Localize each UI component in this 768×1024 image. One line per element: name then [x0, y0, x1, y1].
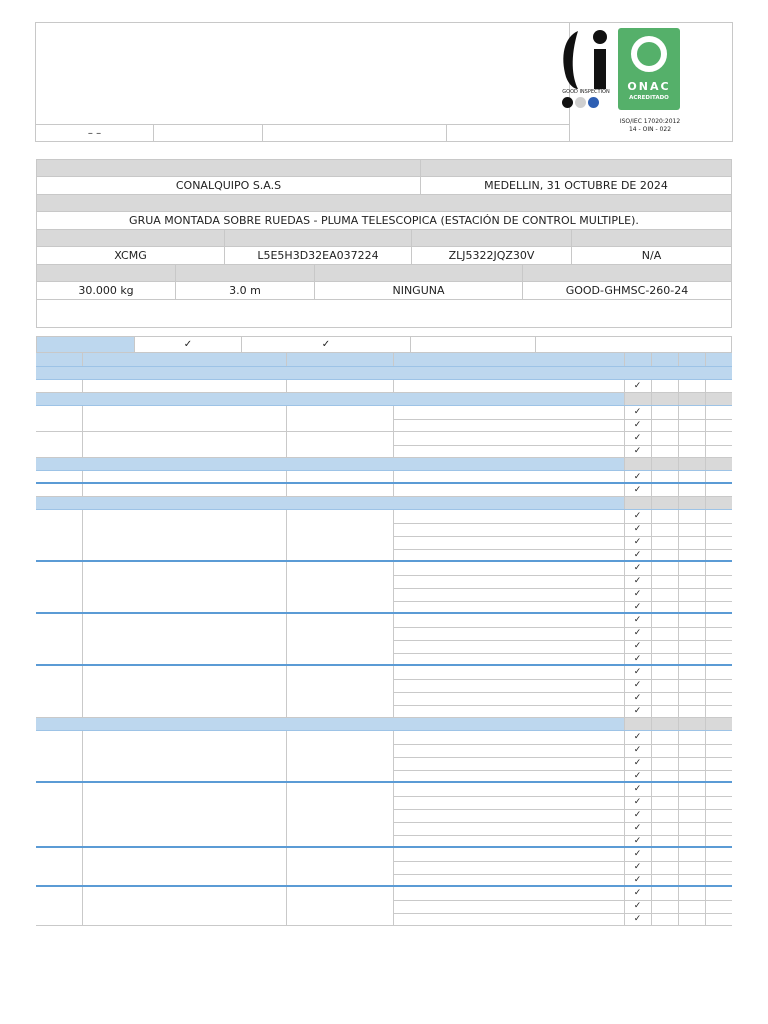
brand-value: XCMG: [36, 246, 225, 265]
check-mark-icon: ✓: [633, 615, 642, 625]
accessory-value: NINGUNA: [314, 281, 523, 300]
sub-row-line: [393, 822, 732, 823]
report-code-value: GOOD-GHMSC-260-24: [522, 281, 732, 300]
option-check-cell: ✓: [134, 336, 242, 353]
section-gray-cell: [624, 458, 651, 470]
check-mark-icon: ✓: [633, 810, 642, 820]
sub-row-line: [393, 523, 732, 524]
check-mark-icon: ✓: [633, 407, 642, 417]
iso-accreditation: [610, 118, 690, 134]
client-value: CONALQUIPO S.A.S: [36, 176, 421, 195]
sub-row-line: [393, 900, 732, 901]
grid-line: [286, 614, 287, 664]
good-inspection-logo: [556, 27, 616, 107]
option-cell: [535, 336, 732, 353]
black-dot-icon: [562, 97, 573, 108]
sub-row-line: [393, 536, 732, 537]
sub-row-line: [393, 653, 732, 654]
grid-line: [286, 353, 287, 366]
sub-row-line: [393, 679, 732, 680]
sub-row-line: [393, 575, 732, 576]
option-cell: [410, 336, 536, 353]
header-title-area: [36, 23, 570, 141]
label-cell: [36, 229, 225, 247]
check-mark-icon: ✓: [633, 537, 642, 547]
check-mark-icon: ✓: [633, 654, 642, 664]
check-mark-icon: ✓: [633, 875, 642, 885]
empty-row: [36, 299, 732, 328]
grid-line: [82, 562, 83, 612]
check-mark-icon: ✓: [633, 849, 642, 859]
check-mark-icon: ✓: [633, 563, 642, 573]
length-value: 3.0 m: [175, 281, 315, 300]
grid-line: [678, 848, 679, 885]
header-meta-cell: [263, 125, 447, 142]
grid-line: [678, 614, 679, 664]
check-mark-icon: ✓: [633, 550, 642, 560]
grid-line: [393, 353, 394, 366]
label-cell: [411, 229, 572, 247]
sub-row-line: [393, 861, 732, 862]
checklist-options-row: [36, 336, 732, 353]
label-cell: [571, 229, 732, 247]
sub-row-line: [393, 419, 732, 420]
grid-line: [651, 484, 652, 496]
grid-line: [651, 471, 652, 482]
section-gray-cell: [651, 393, 678, 405]
grid-line: [286, 562, 287, 612]
grid-line: [82, 848, 83, 885]
grid-line: [678, 783, 679, 846]
grid-line: [82, 731, 83, 781]
checklist-item: [36, 614, 732, 666]
grid-line: [286, 848, 287, 885]
grid-line: [651, 614, 652, 664]
check-mark-icon: ✓: [633, 888, 642, 898]
grid-line: [286, 380, 287, 392]
grid-line: [651, 353, 652, 366]
inspection-checklist: [36, 353, 732, 926]
equipment-value: GRUA MONTADA SOBRE RUEDAS - PLUMA TELESCOPICA (ESTACIÓN DE CONTROL MULTIPLE).: [36, 211, 732, 230]
grid-line: [393, 484, 394, 496]
label-cell: [175, 264, 315, 282]
check-mark-icon: ✓: [633, 784, 642, 794]
grid-line: [651, 887, 652, 925]
grid-line: [82, 510, 83, 560]
grid-line: [286, 783, 287, 846]
section-gray-cell: [705, 458, 732, 470]
grid-line: [393, 783, 394, 846]
serial-value: L5E5H3D32EA037224: [224, 246, 412, 265]
iso-code: 14 - OIN - 022: [628, 126, 672, 133]
grid-line: [393, 380, 394, 392]
check-mark-icon: ✓: [633, 758, 642, 768]
grid-line: [651, 562, 652, 612]
label-cell: [36, 264, 176, 282]
check-mark-icon: ✓: [633, 667, 642, 677]
section-gray-cell: [678, 393, 705, 405]
check-mark-icon: ✓: [633, 420, 642, 430]
check-mark-icon: ✓: [633, 433, 642, 443]
header-meta-row: [36, 124, 570, 141]
header-meta-cell: [154, 125, 263, 142]
check-mark-icon: ✓: [633, 485, 642, 495]
grid-line: [286, 484, 287, 496]
grid-line: [82, 380, 83, 392]
grid-line: [678, 731, 679, 781]
place-date-value: MEDELLIN, 31 OCTUBRE DE 2024: [420, 176, 732, 195]
grid-line: [82, 614, 83, 664]
check-mark-icon: ✓: [633, 914, 642, 924]
grid-line: [82, 887, 83, 925]
sub-row-line: [393, 874, 732, 875]
grid-line: [393, 614, 394, 664]
grid-line: [393, 848, 394, 885]
sub-row-line: [393, 692, 732, 693]
grid-line: [705, 380, 706, 392]
capacity-value: 30.000 kg: [36, 281, 176, 300]
grid-line: [705, 848, 706, 885]
section-gray-cell: [624, 497, 651, 509]
grid-line: [678, 353, 679, 366]
sub-row-line: [393, 835, 732, 836]
label-cell: [522, 264, 732, 282]
sub-row-line: [393, 913, 732, 914]
option-label-cell: [36, 336, 135, 353]
grid-line: [651, 783, 652, 846]
checklist-item: [36, 471, 732, 484]
section-gray-cell: [624, 718, 651, 730]
check-mark-icon: ✓: [633, 602, 642, 612]
grid-line: [678, 887, 679, 925]
iso-standard: ISO/IEC 17020:2012: [619, 118, 681, 125]
grid-line: [705, 353, 706, 366]
document-header: [35, 22, 733, 142]
checklist-item: [36, 731, 732, 783]
sub-row-line: [393, 770, 732, 771]
check-mark-icon: ✓: [633, 862, 642, 872]
grid-line: [705, 471, 706, 482]
grid-line: [705, 887, 706, 925]
section-gray-cell: [678, 718, 705, 730]
grid-line: [678, 562, 679, 612]
sub-row-line: [393, 601, 732, 602]
grid-line: [393, 731, 394, 781]
checklist-column-header: [36, 353, 732, 367]
grid-line: [393, 471, 394, 482]
grid-line: [393, 562, 394, 612]
grid-line: [624, 353, 625, 366]
good-inspection-text: GOOD INSPECTION: [562, 89, 610, 95]
check-mark-icon: ✓: [633, 693, 642, 703]
check-mark-icon: ✓: [633, 381, 642, 391]
blue-dot-icon: [588, 97, 599, 108]
checklist-item: [36, 380, 732, 393]
check-mark-icon: ✓: [633, 771, 642, 781]
checklist-section-header: [36, 458, 732, 471]
check-mark-icon: ✓: [633, 589, 642, 599]
grid-line: [678, 484, 679, 496]
grid-line: [286, 432, 287, 457]
section-gray-cell: [705, 497, 732, 509]
checklist-section-header: [36, 367, 732, 380]
check-mark-icon: ✓: [633, 576, 642, 586]
check-mark-icon: ✓: [633, 472, 642, 482]
header-meta-cell: [447, 125, 570, 142]
grid-line: [651, 380, 652, 392]
section-gray-cell: [678, 497, 705, 509]
check-mark-icon: ✓: [633, 901, 642, 911]
checklist-item: [36, 484, 732, 497]
checklist-item: [36, 887, 732, 926]
checklist-item: [36, 848, 732, 887]
grid-line: [705, 731, 706, 781]
check-mark-icon: ✓: [633, 823, 642, 833]
grid-line: [82, 471, 83, 482]
sub-row-line: [393, 809, 732, 810]
grid-line: [393, 887, 394, 925]
option-check-cell: ✓: [241, 336, 411, 353]
grid-line: [705, 484, 706, 496]
header-meta-cell: – –: [36, 125, 154, 142]
sub-row-line: [393, 549, 732, 550]
grid-line: [82, 353, 83, 366]
model-value: ZLJ5322JQZ30V: [411, 246, 572, 265]
label-cell: [224, 229, 412, 247]
onac-subtitle: ACREDITADO: [629, 95, 669, 101]
section-gray-cell: [624, 393, 651, 405]
checklist-item: [36, 562, 732, 614]
sub-row-line: [393, 744, 732, 745]
grid-line: [286, 471, 287, 482]
gray-dot-icon: [575, 97, 586, 108]
checklist-item: [36, 406, 732, 432]
check-mark-icon: ✓: [633, 797, 642, 807]
label-cell: [36, 194, 732, 212]
grid-line: [651, 510, 652, 560]
other-value: N/A: [571, 246, 732, 265]
logo-dots: [562, 97, 599, 108]
section-gray-cell: [678, 458, 705, 470]
checklist-item: [36, 510, 732, 562]
grid-line: [705, 614, 706, 664]
grid-line: [82, 783, 83, 846]
onac-ring-icon: [631, 36, 667, 72]
grid-line: [678, 471, 679, 482]
checklist-item: [36, 666, 732, 718]
sub-row-line: [393, 640, 732, 641]
grid-line: [286, 887, 287, 925]
grid-line: [705, 562, 706, 612]
grid-line: [82, 406, 83, 431]
check-mark-icon: ✓: [633, 706, 642, 716]
sub-row-line: [393, 757, 732, 758]
section-gray-cell: [651, 718, 678, 730]
grid-line: [705, 510, 706, 560]
checklist-section-header: [36, 393, 732, 406]
sub-row-line: [393, 627, 732, 628]
checklist-item: [36, 432, 732, 458]
sub-row-line: [393, 705, 732, 706]
label-cell: [420, 159, 732, 177]
check-mark-icon: ✓: [633, 680, 642, 690]
label-cell: [314, 264, 523, 282]
section-gray-cell: [651, 458, 678, 470]
grid-line: [393, 510, 394, 560]
label-cell: [36, 159, 421, 177]
check-mark-icon: ✓: [633, 745, 642, 755]
checklist-section-header: [36, 497, 732, 510]
grid-line: [678, 510, 679, 560]
grid-line: [678, 380, 679, 392]
check-mark-icon: ✓: [633, 628, 642, 638]
grid-line: [705, 783, 706, 846]
grid-line: [286, 731, 287, 781]
section-gray-cell: [705, 718, 732, 730]
grid-line: [286, 510, 287, 560]
grid-line: [82, 432, 83, 457]
section-gray-cell: [705, 393, 732, 405]
sub-row-line: [393, 796, 732, 797]
check-mark-icon: ✓: [633, 836, 642, 846]
grid-line: [82, 666, 83, 717]
sub-row-line: [393, 588, 732, 589]
checklist-item: [36, 783, 732, 848]
section-gray-cell: [651, 497, 678, 509]
checklist-section-header: [36, 718, 732, 731]
grid-line: [286, 406, 287, 431]
check-mark-icon: ✓: [633, 641, 642, 651]
check-mark-icon: ✓: [633, 511, 642, 521]
check-mark-icon: ✓: [633, 732, 642, 742]
onac-accreditation-badge: [618, 28, 680, 110]
grid-line: [651, 848, 652, 885]
grid-line: [82, 484, 83, 496]
check-mark-icon: ✓: [633, 524, 642, 534]
onac-name: ONAC: [627, 80, 671, 93]
sub-row-line: [393, 445, 732, 446]
grid-line: [651, 731, 652, 781]
equipment-info-table: [36, 160, 732, 328]
check-mark-icon: ✓: [633, 446, 642, 456]
grid-line: [286, 666, 287, 717]
